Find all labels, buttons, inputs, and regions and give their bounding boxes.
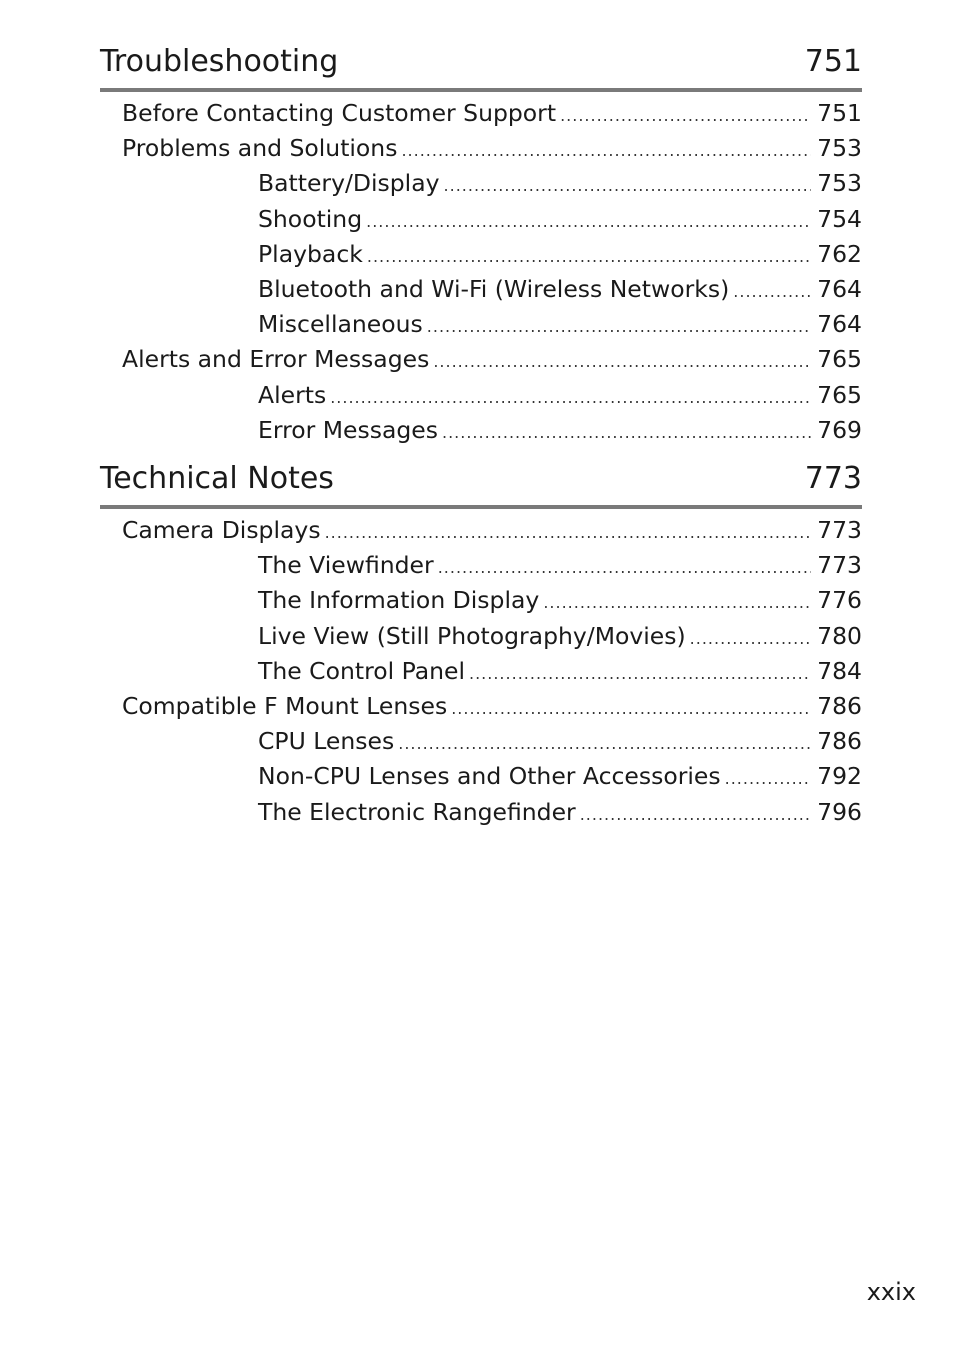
section-troubleshooting [100, 44, 862, 448]
toc-entry[interactable] [100, 513, 862, 548]
toc-entry-page: 753 [817, 134, 862, 163]
toc-entry[interactable] [100, 342, 862, 377]
page-number: xxix [866, 1278, 916, 1306]
toc-entry-label: The Electronic Rangefinder [258, 797, 576, 826]
dot-leader [733, 274, 811, 309]
toc-entry-page: 773 [817, 516, 862, 544]
toc-entry-page: 764 [817, 310, 862, 339]
toc-entry-label: Live View (Still Photography/Movies) [258, 621, 686, 650]
dot-leader [427, 309, 811, 344]
toc-entry-label: The Control Panel [258, 656, 465, 685]
toc-entry-page: 786 [817, 727, 862, 756]
dot-leader [330, 380, 811, 415]
toc-entry-page: 786 [817, 691, 862, 720]
section-heading [100, 461, 862, 509]
toc-entry-page: 764 [817, 274, 862, 303]
dot-leader [401, 133, 811, 168]
dot-leader [325, 515, 812, 550]
toc-entry-label: Bluetooth and Wi-Fi (Wireless Networks) [258, 274, 730, 303]
toc-entries [100, 509, 862, 830]
toc-entry-label: Non-CPU Lenses and Other Accessories [258, 762, 721, 791]
toc-entry[interactable] [100, 759, 862, 794]
section-title: Troubleshooting [100, 44, 339, 79]
dot-leader [469, 656, 811, 691]
section-page: 773 [804, 461, 862, 496]
toc-entry[interactable] [100, 619, 862, 654]
toc-entry-page: 751 [817, 99, 862, 127]
toc-entry[interactable] [100, 96, 862, 131]
toc-entry[interactable] [100, 131, 862, 166]
toc-entry-page: 792 [817, 762, 862, 791]
dot-leader [398, 726, 811, 761]
toc-entry[interactable] [100, 307, 862, 342]
toc-entry-label: Before Contacting Customer Support [122, 99, 557, 127]
toc-entry-page: 796 [817, 797, 862, 826]
toc-entry-label: Shooting [258, 204, 363, 233]
toc-entry-label: Error Messages [258, 415, 438, 444]
dot-leader [690, 621, 811, 656]
toc-entry-label: Playback [258, 239, 363, 268]
toc-entry[interactable] [100, 724, 862, 759]
toc-entry-page: 762 [817, 239, 862, 268]
dot-leader [433, 344, 811, 379]
toc-entry-label: Miscellaneous [258, 310, 423, 339]
dot-leader [560, 98, 811, 133]
toc-entry-label: Alerts and Error Messages [122, 345, 430, 374]
dot-leader [438, 550, 811, 585]
toc-entry-page: 765 [817, 380, 862, 409]
section-title: Technical Notes [100, 461, 334, 496]
dot-leader [580, 797, 811, 832]
toc-entry-page: 776 [817, 586, 862, 615]
toc-entry-page: 753 [817, 169, 862, 198]
toc-entry[interactable] [100, 795, 862, 830]
dot-leader [366, 204, 811, 239]
toc-entry[interactable] [100, 237, 862, 272]
toc-entry[interactable] [100, 378, 862, 413]
toc-entry-page: 765 [817, 345, 862, 374]
toc-entry-label: Compatible F Mount Lenses [122, 691, 448, 720]
toc-entry[interactable] [100, 166, 862, 201]
toc-entry-page: 773 [817, 551, 862, 580]
toc-entry[interactable] [100, 413, 862, 448]
toc-entry[interactable] [100, 689, 862, 724]
toc-entry-label: Problems and Solutions [122, 134, 398, 163]
section-page: 751 [804, 44, 862, 79]
toc-entry-page: 780 [817, 621, 862, 650]
dot-leader [725, 761, 812, 796]
toc-entry-label: Battery/Display [258, 169, 440, 198]
dot-leader [367, 239, 811, 274]
toc-entry[interactable] [100, 272, 862, 307]
toc-entry-page: 769 [817, 415, 862, 444]
toc-entry[interactable] [100, 202, 862, 237]
dot-leader [442, 415, 811, 450]
dot-leader [451, 691, 811, 726]
toc-entry-label: Camera Displays [122, 516, 321, 544]
toc-entry-label: The Viewfinder [258, 551, 434, 580]
dot-leader [444, 168, 812, 203]
toc-entry-page: 754 [817, 204, 862, 233]
section-heading [100, 44, 862, 92]
toc-entry-label: Alerts [258, 380, 327, 409]
toc-entries [100, 92, 862, 448]
toc-entry-page: 784 [817, 656, 862, 685]
toc-entry[interactable] [100, 583, 862, 618]
toc-entry[interactable] [100, 548, 862, 583]
toc-entry-label: The Information Display [258, 586, 540, 615]
toc-entry[interactable] [100, 654, 862, 689]
dot-leader [543, 585, 811, 620]
toc-entry-label: CPU Lenses [258, 727, 395, 756]
section-technical-notes [100, 461, 862, 830]
